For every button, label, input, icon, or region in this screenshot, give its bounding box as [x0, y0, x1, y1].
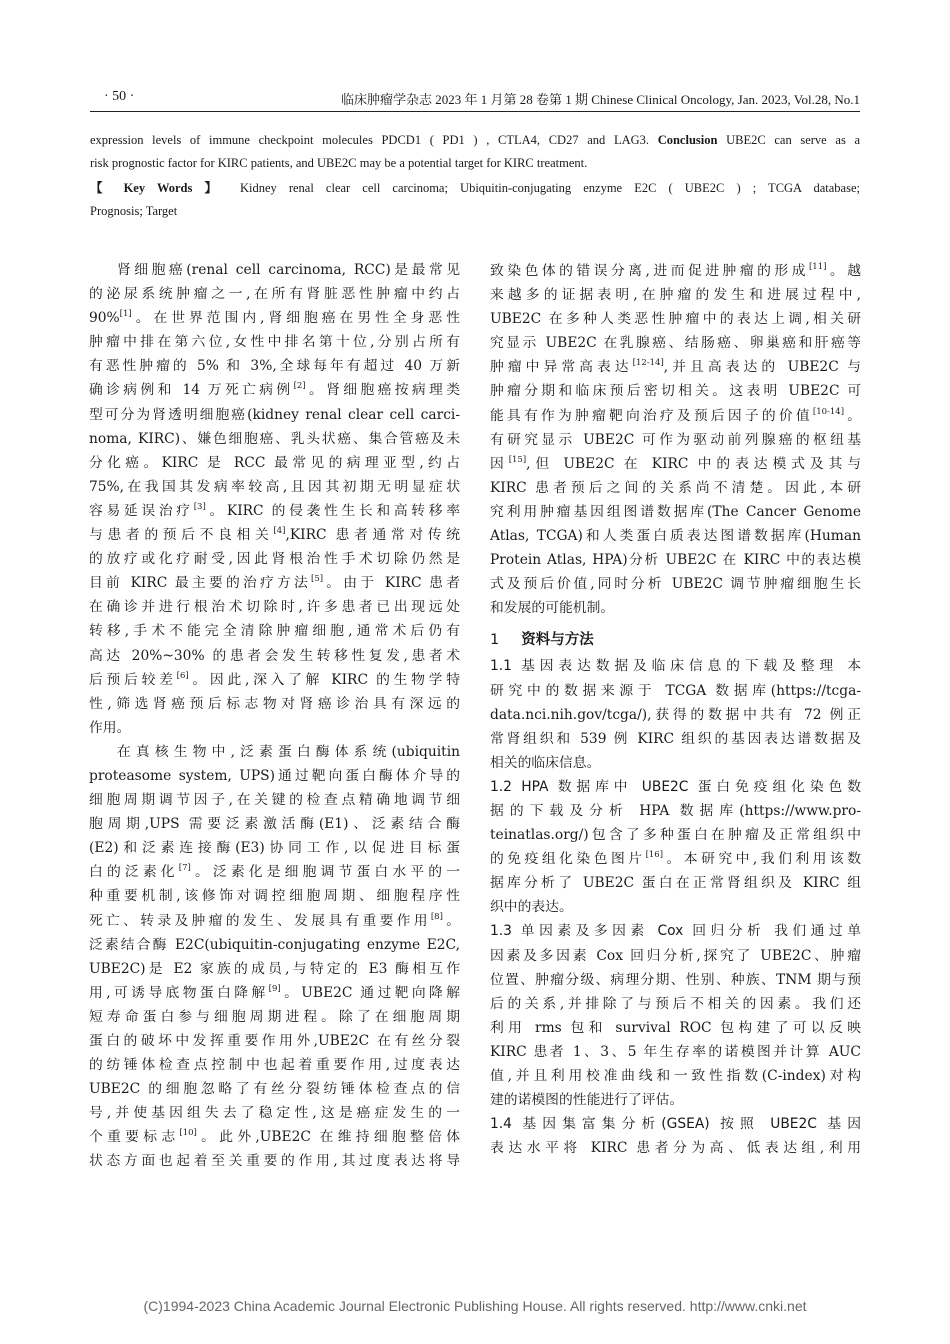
line-text: 蛋白的破坏中发挥重要作用外,UBE2C 在有丝分裂	[89, 1033, 460, 1049]
citation-ref: [16]	[645, 850, 664, 861]
conclusion-label: Conclusion	[657, 133, 718, 147]
line-text: 值,并且利用校准曲线和一致性指数(C-index)对构	[490, 1068, 861, 1084]
text-line	[89, 644, 460, 668]
line-text: 。UBE2C 通过靶向降解	[280, 984, 460, 1001]
text-line	[490, 895, 861, 919]
line-text: ,但 UBE2C 在 KIRC 中的表达模式及其与	[526, 455, 861, 472]
line-text: teinatlas.org/)包含了多种蛋白在肿瘤及正常组织中	[490, 827, 861, 844]
text-line	[89, 306, 460, 330]
citation-ref: [10-14]	[812, 406, 845, 417]
text-line	[490, 1064, 861, 1088]
introduction-continued	[490, 259, 861, 620]
text-line	[490, 944, 861, 968]
text-line	[89, 451, 460, 475]
line-text: 式及预后价值,同时分析 UBE2C 调节肿瘤细胞生长	[490, 576, 861, 593]
text-line	[490, 404, 861, 428]
text-line	[89, 571, 460, 595]
line-text: 后的关系,并排除了与预后不相关的因素。我们还	[490, 995, 861, 1012]
text-line	[89, 909, 460, 933]
text-line	[89, 1053, 460, 1077]
text-line	[490, 355, 861, 379]
keywords-text: Kidney renal clear cell carcinoma; Ubiquitin-conjugating enzyme E2C ( UBE2C ) ; TCGA database;	[239, 181, 860, 195]
line-text: 泛素结合酶 E2C(ubiquitin-conjugating enzyme E2C,	[89, 936, 460, 953]
text-line	[490, 476, 861, 500]
line-text: 与患者的预后不良相关	[89, 527, 274, 544]
line-text: data.nci.nih.gov/tcga/),获得的数据中共有 72 例正	[490, 706, 861, 723]
line-text: KIRC 患者 1、3、5 年生存率的诺模图并计算 AUC	[490, 1043, 861, 1060]
text-line	[490, 775, 861, 799]
citation-ref: [7]	[178, 863, 191, 874]
text-line	[89, 282, 460, 306]
text-line	[490, 1112, 861, 1136]
line-text: noma, KIRC)、嫌色细胞癌、乳头状癌、集合管癌及未	[89, 430, 460, 447]
text-line	[89, 740, 460, 764]
text-line	[490, 1136, 861, 1160]
text-line	[89, 595, 460, 619]
text-line	[89, 668, 460, 692]
text-line	[490, 871, 861, 895]
journal-title: 临床肿瘤学杂志 2023 年 1 月第 28 卷第 1 期 Chinese Clinical Oncology, Jan. 2023, Vol.28, No.1	[340, 92, 860, 107]
text-line	[89, 860, 460, 884]
line-text: 细胞周期调节因子,在关键的检查点精确地调节细	[89, 792, 460, 809]
line-text: 织中的表达。	[490, 899, 573, 916]
citation-ref: [12-14]	[632, 358, 664, 369]
line-text: 容易延误治疗	[89, 502, 194, 519]
text-line	[490, 919, 861, 943]
text-line	[89, 788, 460, 812]
running-header	[90, 89, 860, 112]
line-text: 的泌尿系统肿瘤之一,在所有肾脏恶性肿瘤中约占	[89, 286, 460, 303]
line-text: 1.3 单因素及多因素 Cox 回归分析 我们通过单	[490, 923, 861, 940]
line-text: 因素及多因素 Cox 回归分析,探究了 UBE2C、肿瘤	[490, 947, 861, 964]
line-text: 研究中的数据来源于 TCGA 数据库(https://tcga-	[490, 682, 861, 699]
citation-ref: [15]	[508, 454, 527, 465]
text-line	[490, 596, 861, 620]
line-text: 。KIRC 的侵袭性生长和高转移率	[205, 502, 460, 519]
text-line	[89, 1029, 460, 1053]
text-line	[89, 499, 460, 523]
text-line	[490, 259, 861, 283]
text-line	[89, 1149, 460, 1173]
line-text: 分化癌。KIRC 是 RCC 最常见的病理亚型,约占	[89, 454, 460, 471]
line-text: 据库分析了 UBE2C 蛋白在正常肾组织及 KIRC 组	[490, 875, 861, 892]
line-text: ,KIRC 患者通常对传统	[285, 527, 461, 544]
line-text: 肿瘤分期和临床预后密切相关。这表明 UBE2C 可	[490, 383, 861, 400]
line-text: 肿瘤中异常高表达	[490, 359, 633, 376]
text-line	[89, 981, 460, 1005]
text-line	[490, 500, 861, 524]
line-text: 建的诺模图的性能进行了评估。	[490, 1092, 684, 1109]
text-line	[490, 751, 861, 775]
citation-ref: [6]	[176, 670, 189, 681]
line-text: 表达水平将 KIRC 患者分为高、低表达组,利用	[490, 1140, 861, 1157]
line-text: 。	[442, 912, 460, 929]
line-text: 来越多的证据表明,在肿瘤的发生和进展过程中,	[490, 287, 861, 304]
line-text: 致染色体的错误分离,进而促进肿瘤的形成	[490, 263, 809, 279]
citation-ref: [9]	[268, 983, 281, 994]
copyright-footer: (C)1994-2023 China Academic Journal Electronic Publishing House. All rights reserved. http://www.cnki.net	[143, 1298, 807, 1314]
text-line	[89, 884, 460, 908]
line-text: 。	[844, 407, 862, 424]
text-line	[490, 679, 861, 703]
line-text: KIRC 患者预后之间的关系尚不清楚。因此,本研	[490, 479, 861, 496]
text-line	[490, 428, 861, 452]
text-line	[89, 764, 460, 788]
line-text: 相关的临床信息。	[490, 754, 601, 771]
keywords-label: 【 Key Words 】	[90, 181, 226, 195]
line-text: 在真核生物中,泛素蛋白酶体系统(ubiquitin	[117, 743, 460, 760]
text-line	[89, 258, 460, 282]
line-text: 1.4 基因集富集分析(GSEA) 按照 UBE2C 基因	[490, 1116, 861, 1133]
text-line	[89, 933, 460, 957]
line-text: 个重要标志	[89, 1129, 180, 1146]
methods-text	[490, 654, 861, 1160]
text-line	[490, 968, 861, 992]
line-text: 究显示 UBE2C 在乳腺癌、结肠癌、卵巢癌和肝癌等	[490, 335, 861, 352]
line-text: 。在世界范围内,肾细胞癌在男性全身恶性	[131, 310, 460, 327]
text-line	[89, 330, 460, 354]
line-text: 。肾细胞癌按病理类	[305, 382, 461, 399]
line-text: 死亡、转录及肿瘤的发生、发展具有重要作用	[89, 912, 431, 929]
text-line	[490, 283, 861, 307]
line-text: 1.1 基因表达数据及临床信息的下载及整理 本	[490, 658, 861, 675]
text-line	[490, 379, 861, 403]
text-line	[89, 716, 460, 740]
text-line	[490, 654, 861, 678]
citation-ref: [4]	[273, 526, 286, 537]
line-text: 胞周期,UPS 需要泛素激活酶(E1)、泛素结合酶	[89, 816, 460, 833]
line-text: 确诊病例和 14 万死亡病例	[89, 382, 294, 399]
text-line	[89, 619, 460, 643]
line-text: 。因此,深入了解 KIRC 的生物学特	[188, 671, 461, 688]
line-text: 90%	[89, 310, 120, 327]
line-text: 据的下载及分析 HPA 数据库(https://www.pro-	[490, 802, 861, 819]
line-text: 1.2 HPA 数据库中 UBE2C 蛋白免疫组化染色数	[490, 778, 861, 795]
text-line	[89, 1077, 460, 1101]
text-line	[490, 703, 861, 727]
text-line	[89, 692, 460, 716]
abstract-line-2: risk prognostic factor for KIRC patients, and UBE2C may be a potential target for KIRC treatment.	[90, 156, 588, 170]
keywords-line-1	[90, 180, 860, 197]
line-text: 利用 rms 包和 survival ROC 包构建了可以反映	[490, 1019, 861, 1036]
line-text: 肿瘤中排在第六位,女性中排名第十位,分别占所有	[89, 334, 460, 351]
text-line	[89, 1101, 460, 1125]
citation-ref: [11]	[808, 262, 827, 272]
line-text: 。本研究中,我们利用该数	[663, 851, 862, 868]
text-line	[89, 836, 460, 860]
line-text: 作用。	[89, 719, 131, 736]
line-text: 。泛素化是细胞调节蛋白水平的一	[190, 864, 461, 881]
line-text: UBE2C 在多种人类恶性肿瘤中的表达上调,相关研	[490, 311, 861, 328]
line-text: 。由于 KIRC 患者	[323, 575, 460, 592]
line-text: 号,并使基因组失去了稳定性,这是癌症发生的一	[89, 1105, 460, 1122]
abstract-line-1	[90, 132, 860, 149]
text-line	[490, 847, 861, 871]
text-line	[89, 427, 460, 451]
text-line	[490, 572, 861, 596]
text-line	[89, 354, 460, 378]
line-text: 的免疫组化染色图片	[490, 851, 646, 868]
line-text: 肾细胞癌(renal cell carcinoma, RCC)是最常见	[117, 262, 460, 278]
page-number: · 50 ·	[104, 89, 135, 104]
line-text: 究利用肿瘤基因组图谱数据库(The Cancer Genome	[490, 503, 861, 520]
line-text: 状态方面也起着至关重要的作用,其过度表达将导	[89, 1153, 460, 1170]
line-text: 短寿命蛋白参与细胞周期进程。除了在细胞周期	[89, 1008, 460, 1025]
abstract-text: UBE2C can serve as a	[726, 133, 861, 147]
line-text: 常肾组织和 539 例 KIRC 组织的基因表达谱数据及	[490, 730, 861, 747]
line-text: ,并且高表达的 UBE2C 与	[663, 359, 861, 376]
text-line	[490, 1040, 861, 1064]
citation-ref: [5]	[311, 574, 324, 585]
line-text: (E2)和泛素连接酶(E3)协同工作,以促进目标蛋	[89, 840, 460, 857]
line-text: 后预后较差	[89, 671, 177, 688]
line-text: UBE2C 的细胞忽略了有丝分裂纺锤体检查点的信	[89, 1081, 460, 1098]
text-line	[89, 547, 460, 571]
line-text: 目前 KIRC 最主要的治疗方法	[89, 575, 311, 592]
citation-ref: [1]	[119, 309, 132, 320]
citation-ref: [2]	[293, 381, 306, 392]
line-text: 和发展的可能机制。	[490, 600, 615, 617]
citation-ref: [10]	[179, 1128, 197, 1139]
line-text: 位置、肿瘤分级、病理分期、性别、种族、TNM 期与预	[490, 971, 861, 988]
section-title: 资料与方法	[521, 632, 594, 649]
text-line	[490, 524, 861, 548]
text-line	[89, 812, 460, 836]
text-line	[490, 548, 861, 572]
line-text: 用,可诱导底物蛋白降解	[89, 984, 269, 1001]
citation-ref: [3]	[193, 501, 206, 512]
text-line	[490, 799, 861, 823]
right-column	[490, 259, 861, 1160]
text-line	[89, 523, 460, 547]
text-line	[89, 1125, 460, 1149]
line-text: 。此外,UBE2C 在维持细胞整倍体	[196, 1129, 461, 1146]
line-text: 有研究显示 UBE2C 可作为驱动前列腺癌的枢纽基	[490, 431, 861, 448]
section-heading	[490, 620, 861, 654]
line-text: UBE2C)是 E2 家族的成员,与特定的 E3 酶相互作	[89, 960, 460, 977]
text-line	[490, 331, 861, 355]
abstract-text: expression levels of immune checkpoint molecules PDCD1 ( PD1 ) , CTLA4, CD27 and LAG3.	[90, 133, 650, 147]
line-text: 有恶性肿瘤的 5% 和 3%,全球每年有超过 40 万新	[89, 358, 460, 375]
line-text: 75%,在我国其发病率较高,且因其初期无明显症状	[89, 478, 460, 495]
keywords-line-2: Prognosis; Target	[90, 204, 178, 218]
section-number: 1	[490, 632, 500, 649]
text-line	[89, 1005, 460, 1029]
line-text: 高达 20%~30% 的患者会发生转移性复发,患者术	[89, 647, 460, 664]
text-line	[490, 1016, 861, 1040]
text-line	[89, 475, 460, 499]
text-line	[89, 378, 460, 402]
line-text: 种重要机制,该修饰对调控细胞周期、细胞程序性	[89, 888, 460, 905]
text-line	[490, 727, 861, 751]
line-text: 在确诊并进行根治术切除时,许多患者已出现远处	[89, 599, 460, 616]
line-text: 能具有作为肿瘤靶向治疗及预后因子的价值	[490, 407, 813, 424]
text-line	[89, 957, 460, 981]
line-text: 转移,手术不能完全清除肿瘤细胞,通常术后仍有	[89, 623, 460, 640]
text-line	[490, 823, 861, 847]
left-column	[89, 258, 460, 1174]
line-text: 型可分为肾透明细胞癌(kidney renal clear cell carci-	[89, 406, 460, 423]
text-line	[490, 307, 861, 331]
text-line	[490, 992, 861, 1016]
line-text: Atlas, TCGA)和人类蛋白质表达图谱数据库(Human	[490, 528, 861, 545]
text-line	[490, 1088, 861, 1112]
line-text: Protein Atlas, HPA)分析 UBE2C 在 KIRC 中的表达模	[490, 552, 861, 569]
line-text: 。越	[826, 263, 862, 279]
line-text: 白的泛素化	[89, 864, 179, 881]
line-text: 因	[490, 455, 509, 472]
line-text: 的纺锤体检查点控制中也起着重要作用,过度表达	[89, 1057, 460, 1074]
text-line	[490, 452, 861, 476]
citation-ref: [8]	[430, 911, 443, 922]
line-text: proteasome system, UPS)通过靶向蛋白酶体介导的	[89, 767, 460, 784]
line-text: 性,筛选肾癌预后标志物对肾癌诊治具有深远的	[89, 695, 460, 712]
text-line	[89, 403, 460, 427]
line-text: 的放疗或化疗耐受,因此肾根治性手术切除仍然是	[89, 551, 460, 568]
